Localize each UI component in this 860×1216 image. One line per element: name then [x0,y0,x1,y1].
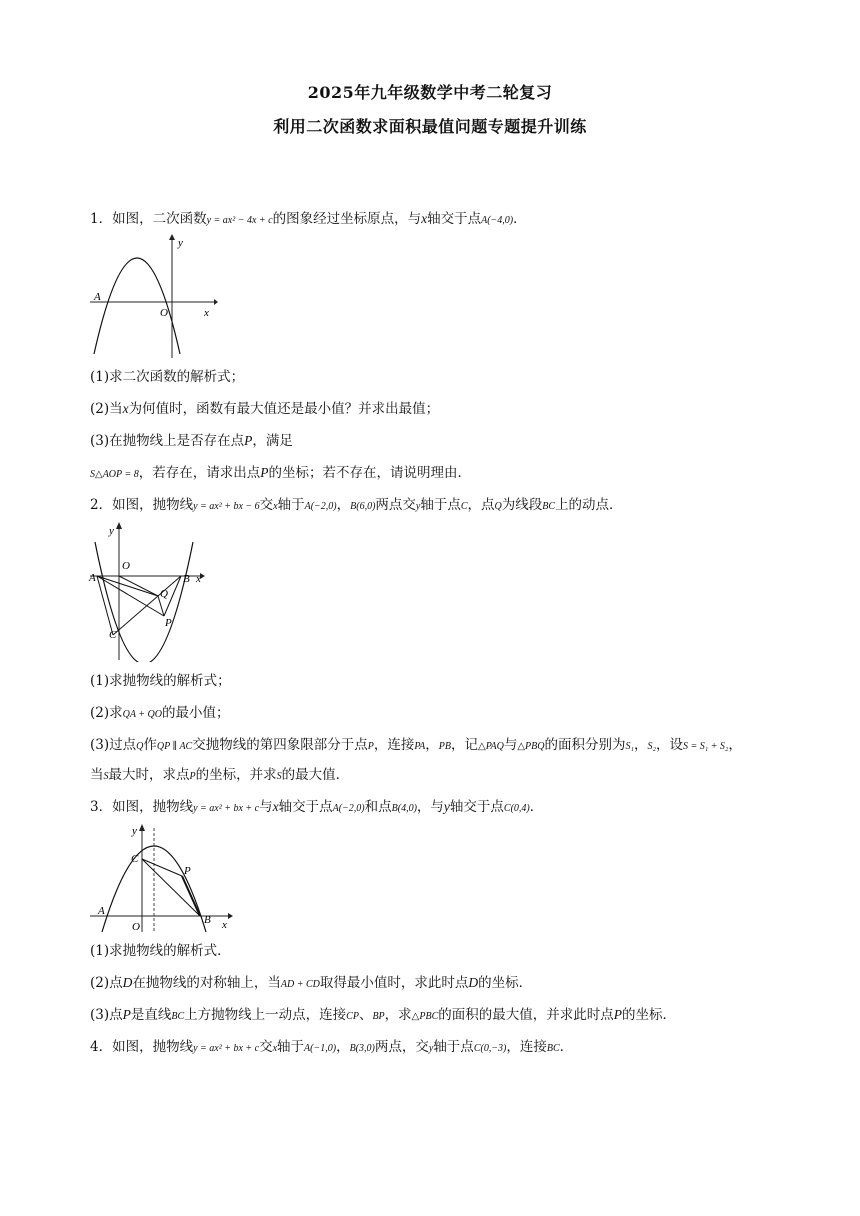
q2-part1: (1)求抛物线的解析式； [90,673,231,689]
q1-equation: y = ax² − 4x + c [206,215,273,226]
doc-subtitle: 利用二次函数求面积最值问题专题提升训练 [273,117,587,136]
q3-equation: y = ax² + bx + c [193,803,260,814]
q3-segment-bp [182,876,200,916]
q1-label-o: O [160,307,168,319]
q1-stem: 1．如图，二次函数y = ax² − 4x + c的图象经过坐标原点，与x轴交于点A(−4,0)． [90,211,527,227]
q4-stem: 4．如图，抛物线y = ax² + bx + c交x轴于A(−1,0)，B(3,0)两点，交y轴于点C(0,−3)，连接BC． [90,1039,574,1055]
q2-part3-cont: 当S最大时，求点P的坐标，并求S的最大值． [90,767,350,783]
q2-part3: (3)过点Q作QP ∥ AC交抛物线的第四象限部分于点P，连接PA，PB，记△PAQ与△PBQ的面积分别为S₁，S₂，设S = S₁ + S₂， [90,737,742,753]
q3-label-b: B [204,914,211,926]
q1-area-expr: S△AOP = 8 [90,469,139,480]
q2-label-a: A [89,572,96,584]
q1-label-y: y [178,237,183,249]
q3-label-a: A [98,905,105,917]
q2-part2: (2)求QA + QO的最小值； [90,705,230,721]
q4-equation: y = ax² + bx + c [193,1043,260,1054]
q1-parabola [94,258,180,354]
q2-label-x: x [196,573,201,585]
q2-equation: y = ax² + bx − 6 [193,501,260,512]
q2-parabola [95,542,193,662]
q1-label-x: x [204,307,209,319]
q2-label-q: Q [160,588,168,600]
q1-part3-cont: S△AOP = 8，若存在，请求出点P的坐标；若不存在，请说明理由． [90,465,471,481]
q3-part2: (2)点D在抛物线的对称轴上，当AD + CD取得最小值时，求此时点D的坐标． [90,975,533,991]
q2-label-y: y [109,525,114,537]
q2-label-p: P [165,617,172,629]
q1-part3: (3)在抛物线上是否存在点P，满足 [90,433,293,449]
q3-label-y: y [132,825,137,837]
q1-figure [88,232,218,360]
q3-stem: 3．如图，抛物线y = ax² + bx + c与x轴交于点A(−2,0)和点B(4,0)，与y轴交于点C(0,4)． [90,799,544,815]
q3-part3: (3)点P是直线BC上方抛物线上一动点，连接CP、BP，求△PBC的面积的最大值，并求此时点P的坐标． [90,1007,676,1023]
q1-part2: (2)当x为何值时，函数有最大值还是最小值？并求出最值； [90,401,440,417]
q3-label-x: x [222,919,227,931]
q3-label-o: O [132,921,140,933]
q3-segment-bc [142,859,200,916]
q3-label-p: P [184,865,191,877]
q2-label-b: B [183,573,190,585]
q1-point-a: A(−4,0) [481,215,514,226]
q1-part1: (1)求二次函数的解析式； [90,369,245,385]
q1-label-a: A [94,291,101,303]
q2-label-o: O [122,560,130,572]
q3-label-c: C [131,853,139,865]
q3-part1: (1)求抛物线的解析式． [90,943,231,959]
q2-label-c: C [109,629,117,641]
doc-title: 2025年九年级数学中考二轮复习 [307,83,553,102]
q3-figure [88,822,236,934]
q2-figure [88,520,216,662]
q2-stem: 2．如图，抛物线y = ax² + bx − 6交x轴于A(−2,0)，B(6,0)两点交y轴于点C，点Q为线段BC上的动点． [90,497,623,513]
